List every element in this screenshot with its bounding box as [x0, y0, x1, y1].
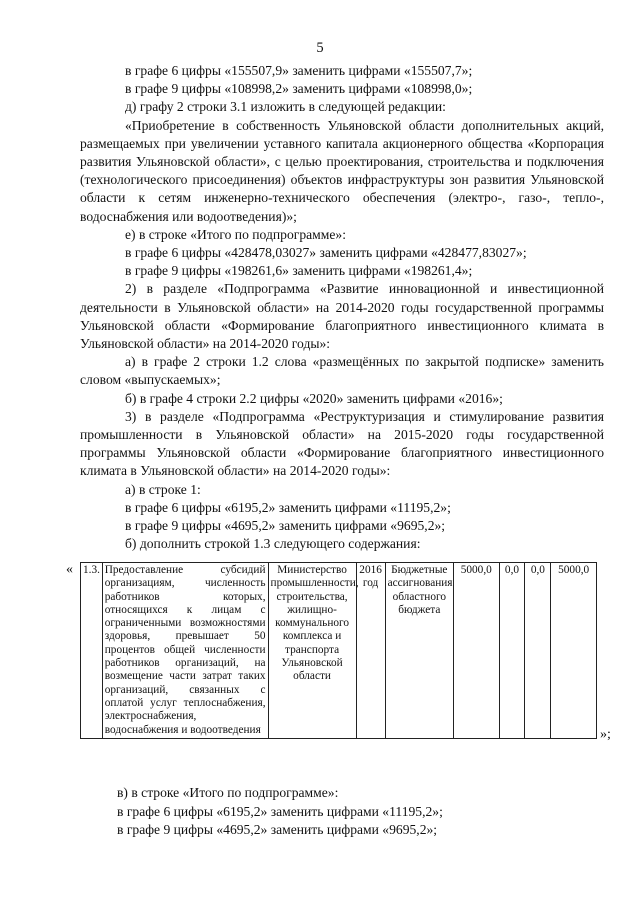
measure-name: Предоставление субсидий организациям, численность работников которых, относящихся к лицам с ограниченными возможностями здоровья, превышает 50 процентов общей численности работников организаций, на возмещение части затрат таких организаций, связанных с оплатой услуг теплоснабжения, электроснабжения, водоснабжения и водоотведения: [102, 563, 268, 739]
paragraph: в графе 6 цифры «6195,2» заменить цифрами «11195,2»;: [125, 499, 451, 515]
paragraph: а) в графе 2 строки 1.2 слова «размещённых по закрытой подписке» заменить словом «выпускаемых»;: [80, 354, 604, 388]
year: 2016 год: [356, 563, 385, 739]
paragraph: д) графу 2 строки 3.1 изложить в следующей редакции:: [125, 99, 446, 115]
paragraph: 2) в разделе «Подпрограмма «Развитие инновационной и инвестиционной деятельности в Ульяновской области» на 2014-2020 годы государственной программы Ульяновской области «Формирование благоприятного инвестиционного климата в Ульяновской области» на 2014-2020 годы»:: [80, 281, 604, 352]
paragraph: б) в графе 4 строки 2.2 цифры «2020» заменить цифрами «2016»;: [125, 390, 503, 406]
paragraph: в графе 9 цифры «4695,2» заменить цифрами «9695,2»;: [125, 518, 446, 534]
paragraph: «Приобретение в собственность Ульяновской области дополнительных акций, размещаемых при увеличении уставного капитала акционерного общества «Корпорация развития Ульяновской области», с целью проектирования, строительства и подключения (технологического присоединения) объектов инфраструктуры зон развития Ульяновской области к сетям инженерно-технического обеспечения (электро-, газо-, тепло-, водоснабжения или водоотведения)»;: [80, 117, 604, 224]
budget-table: [80, 562, 597, 739]
document-body: [80, 62, 604, 553]
paragraph: в графе 9 цифры «108998,2» заменить цифрами «108998,0»;: [125, 81, 473, 97]
paragraph: б) дополнить строкой 1.3 следующего содержания:: [125, 536, 421, 552]
executor: Министерство промышленности, строительства, жилищно-коммунального комплекса и транспорта Ульяновской области: [268, 563, 356, 739]
paragraph: е) в строке «Итого по подпрограмме»:: [125, 226, 346, 242]
paragraph: в) в строке «Итого по подпрограмме»:: [117, 785, 339, 800]
table-row: [81, 563, 597, 739]
paragraph: в графе 6 цифры «155507,9» заменить цифрами «155507,7»;: [125, 63, 473, 78]
opening-quote: «: [66, 562, 73, 577]
amount-col-9: 5000,0: [551, 563, 597, 739]
funding-source: Бюджетные ассигнования областного бюджета: [385, 563, 453, 739]
paragraph: а) в строке 1:: [125, 481, 201, 497]
paragraph: в графе 9 цифры «198261,6» заменить цифрами «198261,4»;: [125, 263, 473, 279]
row-number: 1.3.: [81, 563, 103, 739]
document-body-continued: [80, 784, 604, 840]
inserted-row-table: [66, 562, 611, 742]
paragraph: 3) в разделе «Подпрограмма «Реструктуризация и стимулирование развития промышленности в Ульяновской области» на 2015-2020 годы государственной программы Ульяновской области «Формирование благоприятного инвестиционного климата в Ульяновской области» на 2014-2020 годы»:: [80, 408, 604, 479]
closing-quote: »;: [600, 726, 611, 742]
page-number: 5: [316, 40, 324, 56]
paragraph: в графе 6 цифры «6195,2» заменить цифрами «11195,2»;: [117, 803, 443, 819]
amount-col-8: 0,0: [525, 563, 551, 739]
paragraph: в графе 6 цифры «428478,03027» заменить цифрами «428477,83027»;: [125, 245, 527, 261]
amount-col-7: 0,0: [499, 563, 525, 739]
paragraph: в графе 9 цифры «4695,2» заменить цифрами «9695,2»;: [117, 822, 438, 838]
total-amount: 5000,0: [453, 563, 499, 739]
